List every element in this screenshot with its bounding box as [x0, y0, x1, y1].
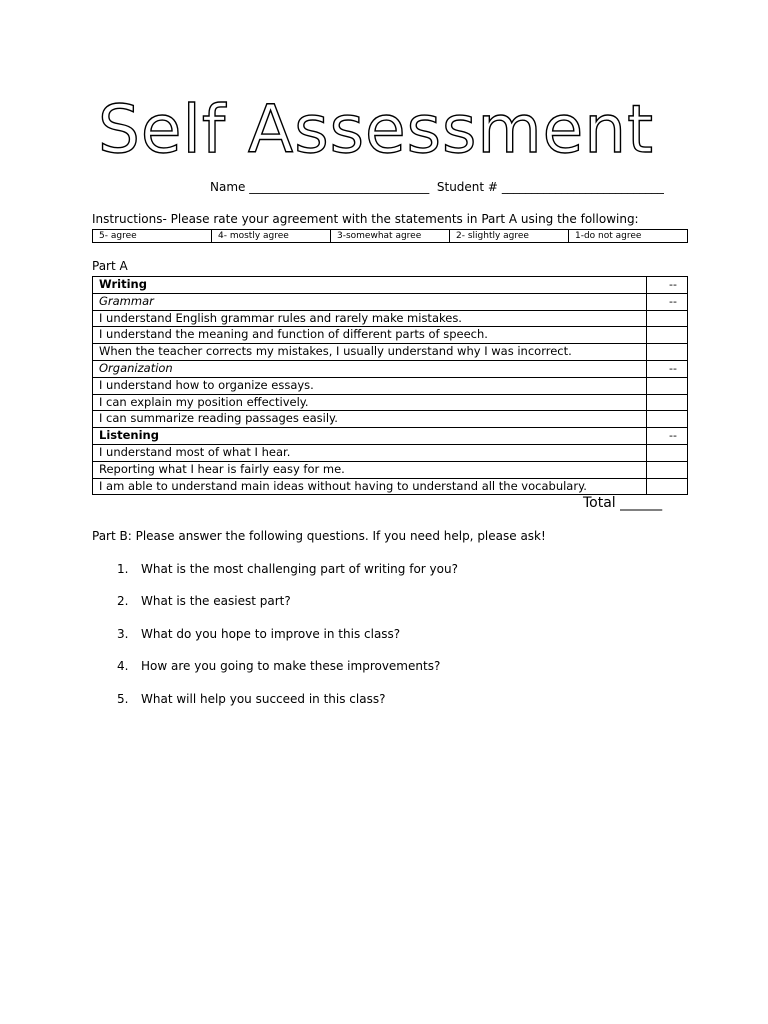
subsection-row	[93, 360, 688, 377]
page-title-text: Self Assessment	[98, 91, 654, 165]
statement-text: When the teacher corrects my mistakes, I usually understand why I was incorrect.	[93, 344, 647, 361]
question-text: What is the easiest part?	[141, 594, 291, 609]
scale-cell: 3-somewhat agree	[331, 230, 450, 243]
subsection-heading: Organization	[93, 360, 647, 377]
rating-cell[interactable]	[647, 344, 688, 361]
rating-cell[interactable]	[647, 411, 688, 428]
statement-text: I understand English grammar rules and rarely make mistakes.	[93, 310, 647, 327]
statement-row	[93, 444, 688, 461]
page-title	[90, 90, 700, 165]
question-item	[110, 562, 458, 594]
statement-row	[93, 344, 688, 361]
part-a-table	[92, 276, 688, 495]
scale-cell: 4- mostly agree	[212, 230, 331, 243]
statement-row	[93, 411, 688, 428]
rating-value: --	[669, 294, 677, 308]
rating-value: --	[669, 278, 677, 291]
statement-row	[93, 310, 688, 327]
rating-cell[interactable]	[647, 377, 688, 394]
rating-cell-dash	[647, 277, 688, 294]
part-a-heading: Part A	[92, 259, 128, 273]
question-number: 4.	[117, 659, 129, 674]
statement-text: I understand the meaning and function of different parts of speech.	[93, 327, 647, 344]
question-number: 3.	[117, 626, 129, 641]
rating-value: --	[669, 429, 677, 443]
total-line	[583, 495, 662, 511]
rating-cell[interactable]	[647, 461, 688, 478]
section-row	[93, 428, 688, 445]
statement-text: I understand how to organize essays.	[93, 377, 647, 394]
question-number: 2.	[117, 594, 129, 609]
scale-cell: 5- agree	[93, 230, 212, 243]
rating-cell[interactable]	[647, 444, 688, 461]
question-text: What do you hope to improve in this class?	[141, 626, 401, 641]
rating-cell[interactable]	[647, 394, 688, 411]
rating-cell[interactable]	[647, 478, 688, 495]
name-student-line	[210, 180, 664, 194]
part-b-questions	[110, 562, 458, 724]
statement-row	[93, 327, 688, 344]
rating-scale-row	[93, 230, 688, 243]
rating-cell-dash	[647, 428, 688, 445]
rating-cell-dash	[647, 360, 688, 377]
question-item	[110, 627, 458, 659]
section-heading: Listening	[93, 428, 647, 445]
statement-text: I can summarize reading passages easily.	[93, 411, 647, 428]
question-text: What will help you succeed in this class?	[141, 691, 386, 706]
rating-cell[interactable]	[647, 327, 688, 344]
statement-row	[93, 394, 688, 411]
rating-cell-dash	[647, 293, 688, 310]
student-number-blank[interactable]: ___________________________	[501, 180, 664, 194]
subsection-row	[93, 293, 688, 310]
scale-cell: 1-do not agree	[569, 230, 688, 243]
name-label: Name	[210, 180, 246, 194]
statement-text: Reporting what I hear is fairly easy for me.	[93, 461, 647, 478]
question-number: 5.	[117, 691, 129, 706]
rating-cell[interactable]	[647, 310, 688, 327]
section-heading: Writing	[93, 277, 647, 294]
section-row	[93, 277, 688, 294]
student-number-label: Student #	[436, 180, 498, 194]
total-blank[interactable]: ______	[620, 495, 663, 511]
statement-row	[93, 461, 688, 478]
name-blank[interactable]: ______________________________	[249, 180, 430, 194]
rating-value: --	[669, 361, 677, 375]
question-item	[110, 659, 458, 691]
subsection-heading: Grammar	[93, 293, 647, 310]
part-b-intro: Part B: Please answer the following questions. If you need help, please ask!	[92, 529, 546, 543]
total-label: Total	[583, 495, 616, 511]
statement-text: I can explain my position effectively.	[93, 394, 647, 411]
statement-row	[93, 377, 688, 394]
question-text: How are you going to make these improvements?	[141, 659, 441, 674]
scale-cell: 2- slightly agree	[450, 230, 569, 243]
question-number: 1.	[117, 562, 129, 576]
question-text: What is the most challenging part of writing for you?	[141, 562, 458, 576]
statement-text: I understand most of what I hear.	[93, 444, 647, 461]
rating-scale-table	[92, 229, 688, 243]
question-item	[110, 692, 458, 724]
statement-row	[93, 478, 688, 495]
question-item	[110, 594, 458, 626]
instructions-text: Instructions- Please rate your agreement with the statements in Part A using the following:	[92, 212, 639, 226]
statement-text: I am able to understand main ideas without having to understand all the vocabulary.	[93, 478, 647, 495]
